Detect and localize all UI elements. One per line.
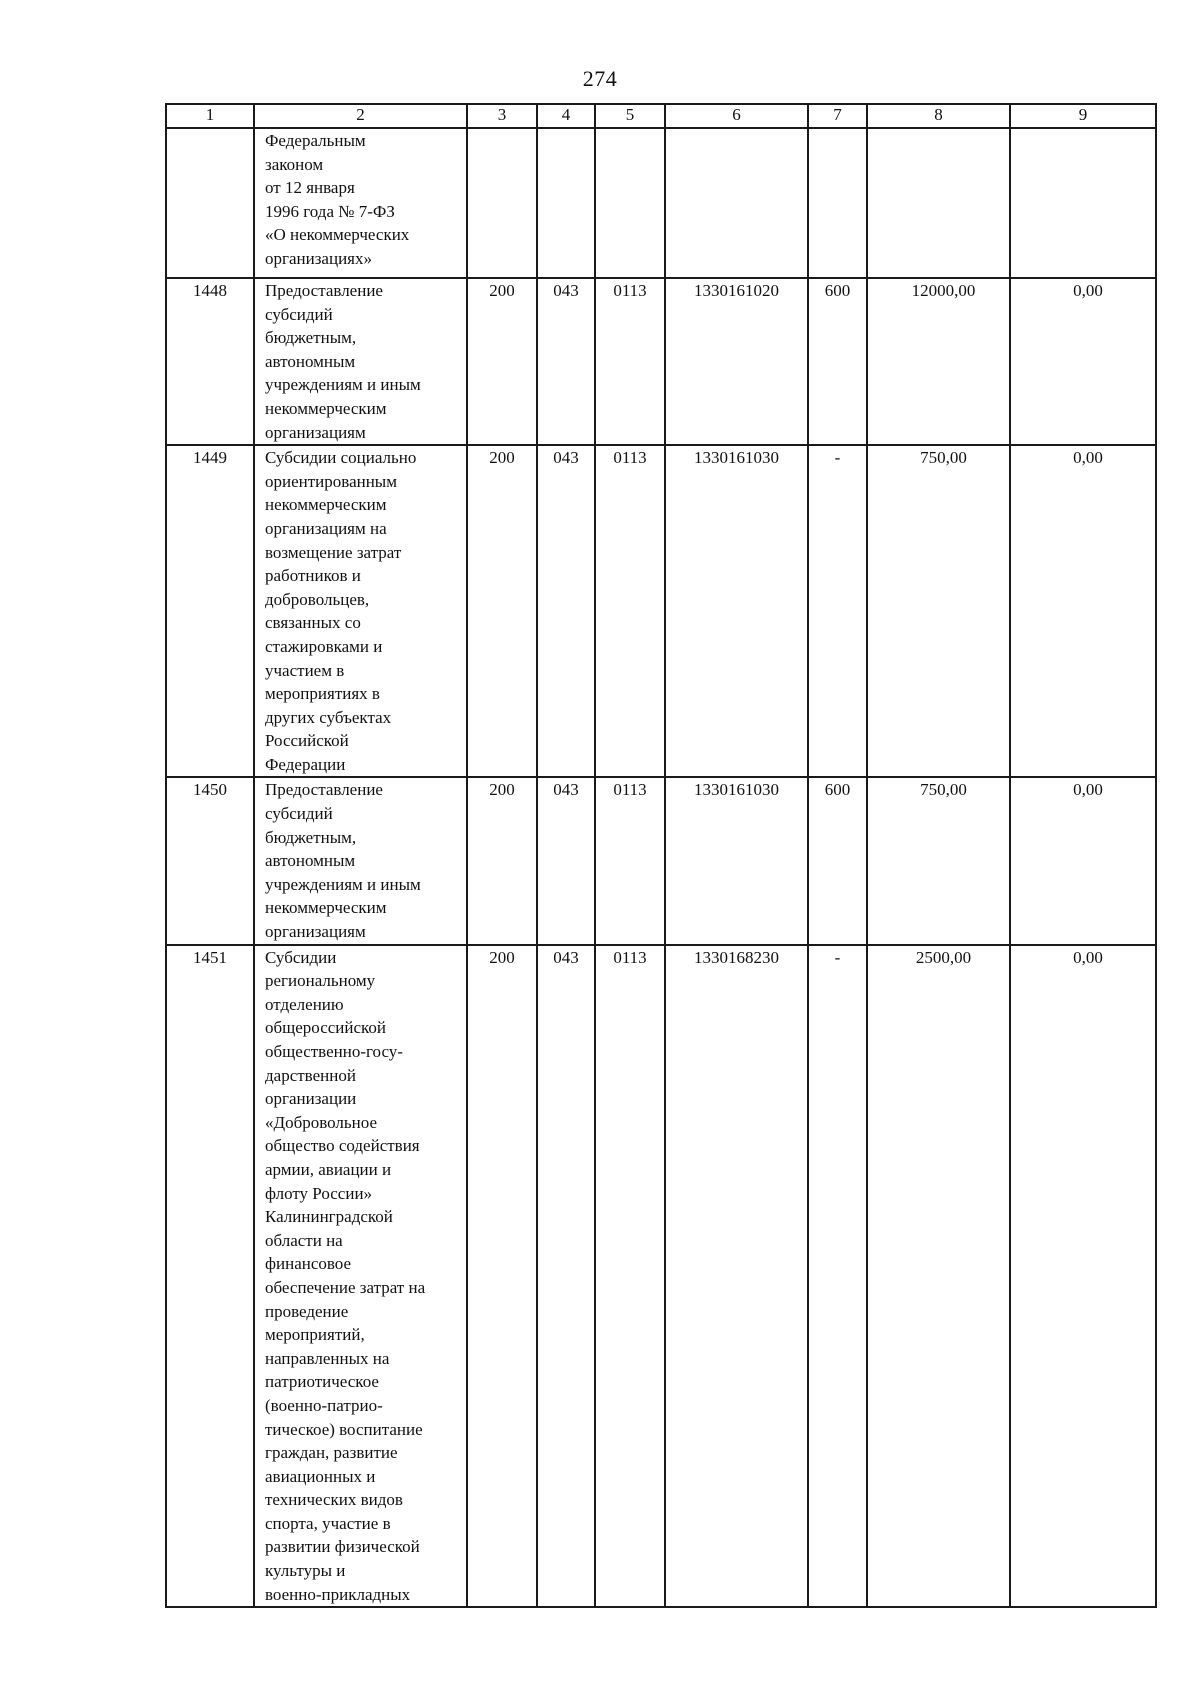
row-col9: 0,00 xyxy=(1010,945,1156,1608)
row-col9: 0,00 xyxy=(1010,777,1156,944)
row-col8: 750,00 xyxy=(867,445,1010,777)
page-number: 274 xyxy=(582,66,618,91)
row-name-text: Субсидии региональному отделению общероссийской общественно-госу- дарственной организации «Добровольное общество содействия армии, авиации и флоту России» Калининградской области на финансовое обеспечение затрат на проведение мероприятий, направленных на патриотическое (военно-патрио- тическое) воспитание граждан, развитие авиационных и технических видов спорта, участие в развитии физической культуры и военно-прикладных xyxy=(265,947,426,1604)
row-number: 1450 xyxy=(166,777,254,944)
row-col5: 0113 xyxy=(595,445,665,777)
col-header-1: 1 xyxy=(166,104,254,128)
row-col5: 0113 xyxy=(595,278,665,445)
row-name xyxy=(254,445,467,777)
col-header-8: 8 xyxy=(867,104,1010,128)
row-col6: 1330161030 xyxy=(665,445,808,777)
row-number: 1451 xyxy=(166,945,254,1608)
row-col7: - xyxy=(808,445,867,777)
row-col3 xyxy=(467,128,537,278)
row-number: 1448 xyxy=(166,278,254,445)
row-col7: - xyxy=(808,945,867,1608)
row-col5: 0113 xyxy=(595,777,665,944)
row-number: 1449 xyxy=(166,445,254,777)
row-col4: 043 xyxy=(537,945,595,1608)
row-col4: 043 xyxy=(537,777,595,944)
row-col4: 043 xyxy=(537,445,595,777)
row-col3: 200 xyxy=(467,777,537,944)
row-col6: 1330161020 xyxy=(665,278,808,445)
row-name-text: Предоставление субсидий бюджетным, автономным учреждениям и иным некоммерческим организациям xyxy=(265,281,421,442)
table-row xyxy=(166,777,1156,944)
row-col5: 0113 xyxy=(595,945,665,1608)
row-col9 xyxy=(1010,128,1156,278)
col-header-6: 6 xyxy=(665,104,808,128)
table-row xyxy=(166,945,1156,1608)
row-col3: 200 xyxy=(467,945,537,1608)
row-name xyxy=(254,945,467,1608)
row-col6: 1330161030 xyxy=(665,777,808,944)
row-name xyxy=(254,128,467,278)
row-col4 xyxy=(537,128,595,278)
row-name xyxy=(254,777,467,944)
row-name-text: Предоставление субсидий бюджетным, автономным учреждениям и иным некоммерческим организациям xyxy=(265,780,421,942)
row-col7: 600 xyxy=(808,278,867,445)
row-col8: 2500,00 xyxy=(867,945,1010,1608)
table-row xyxy=(166,128,1156,278)
row-col7 xyxy=(808,128,867,278)
table-row xyxy=(166,445,1156,777)
row-col8 xyxy=(867,128,1010,278)
col-header-5: 5 xyxy=(595,104,665,128)
row-name-text: Субсидии социально ориентированным некоммерческим организациям на возмещение затрат работников и добровольцев, связанных со стажировками и участием в мероприятиях в других субъектах Российской Федерации xyxy=(265,448,417,774)
row-col3: 200 xyxy=(467,278,537,445)
row-number xyxy=(166,128,254,278)
row-col8: 750,00 xyxy=(867,777,1010,944)
row-col5 xyxy=(595,128,665,278)
row-name-text: Федеральным законом от 12 января 1996 года № 7-ФЗ «О некоммерческих организациях» xyxy=(265,131,410,268)
row-col6: 1330168230 xyxy=(665,945,808,1608)
col-header-4: 4 xyxy=(537,104,595,128)
col-header-9: 9 xyxy=(1010,104,1156,128)
col-header-3: 3 xyxy=(467,104,537,128)
row-col3: 200 xyxy=(467,445,537,777)
row-col9: 0,00 xyxy=(1010,278,1156,445)
row-col4: 043 xyxy=(537,278,595,445)
row-col9: 0,00 xyxy=(1010,445,1156,777)
budget-table xyxy=(165,103,1157,1608)
header-row xyxy=(166,104,1156,128)
row-col7: 600 xyxy=(808,777,867,944)
col-header-7: 7 xyxy=(808,104,867,128)
row-name xyxy=(254,278,467,445)
row-col8: 12000,00 xyxy=(867,278,1010,445)
row-col6 xyxy=(665,128,808,278)
table-row xyxy=(166,278,1156,445)
col-header-2: 2 xyxy=(254,104,467,128)
